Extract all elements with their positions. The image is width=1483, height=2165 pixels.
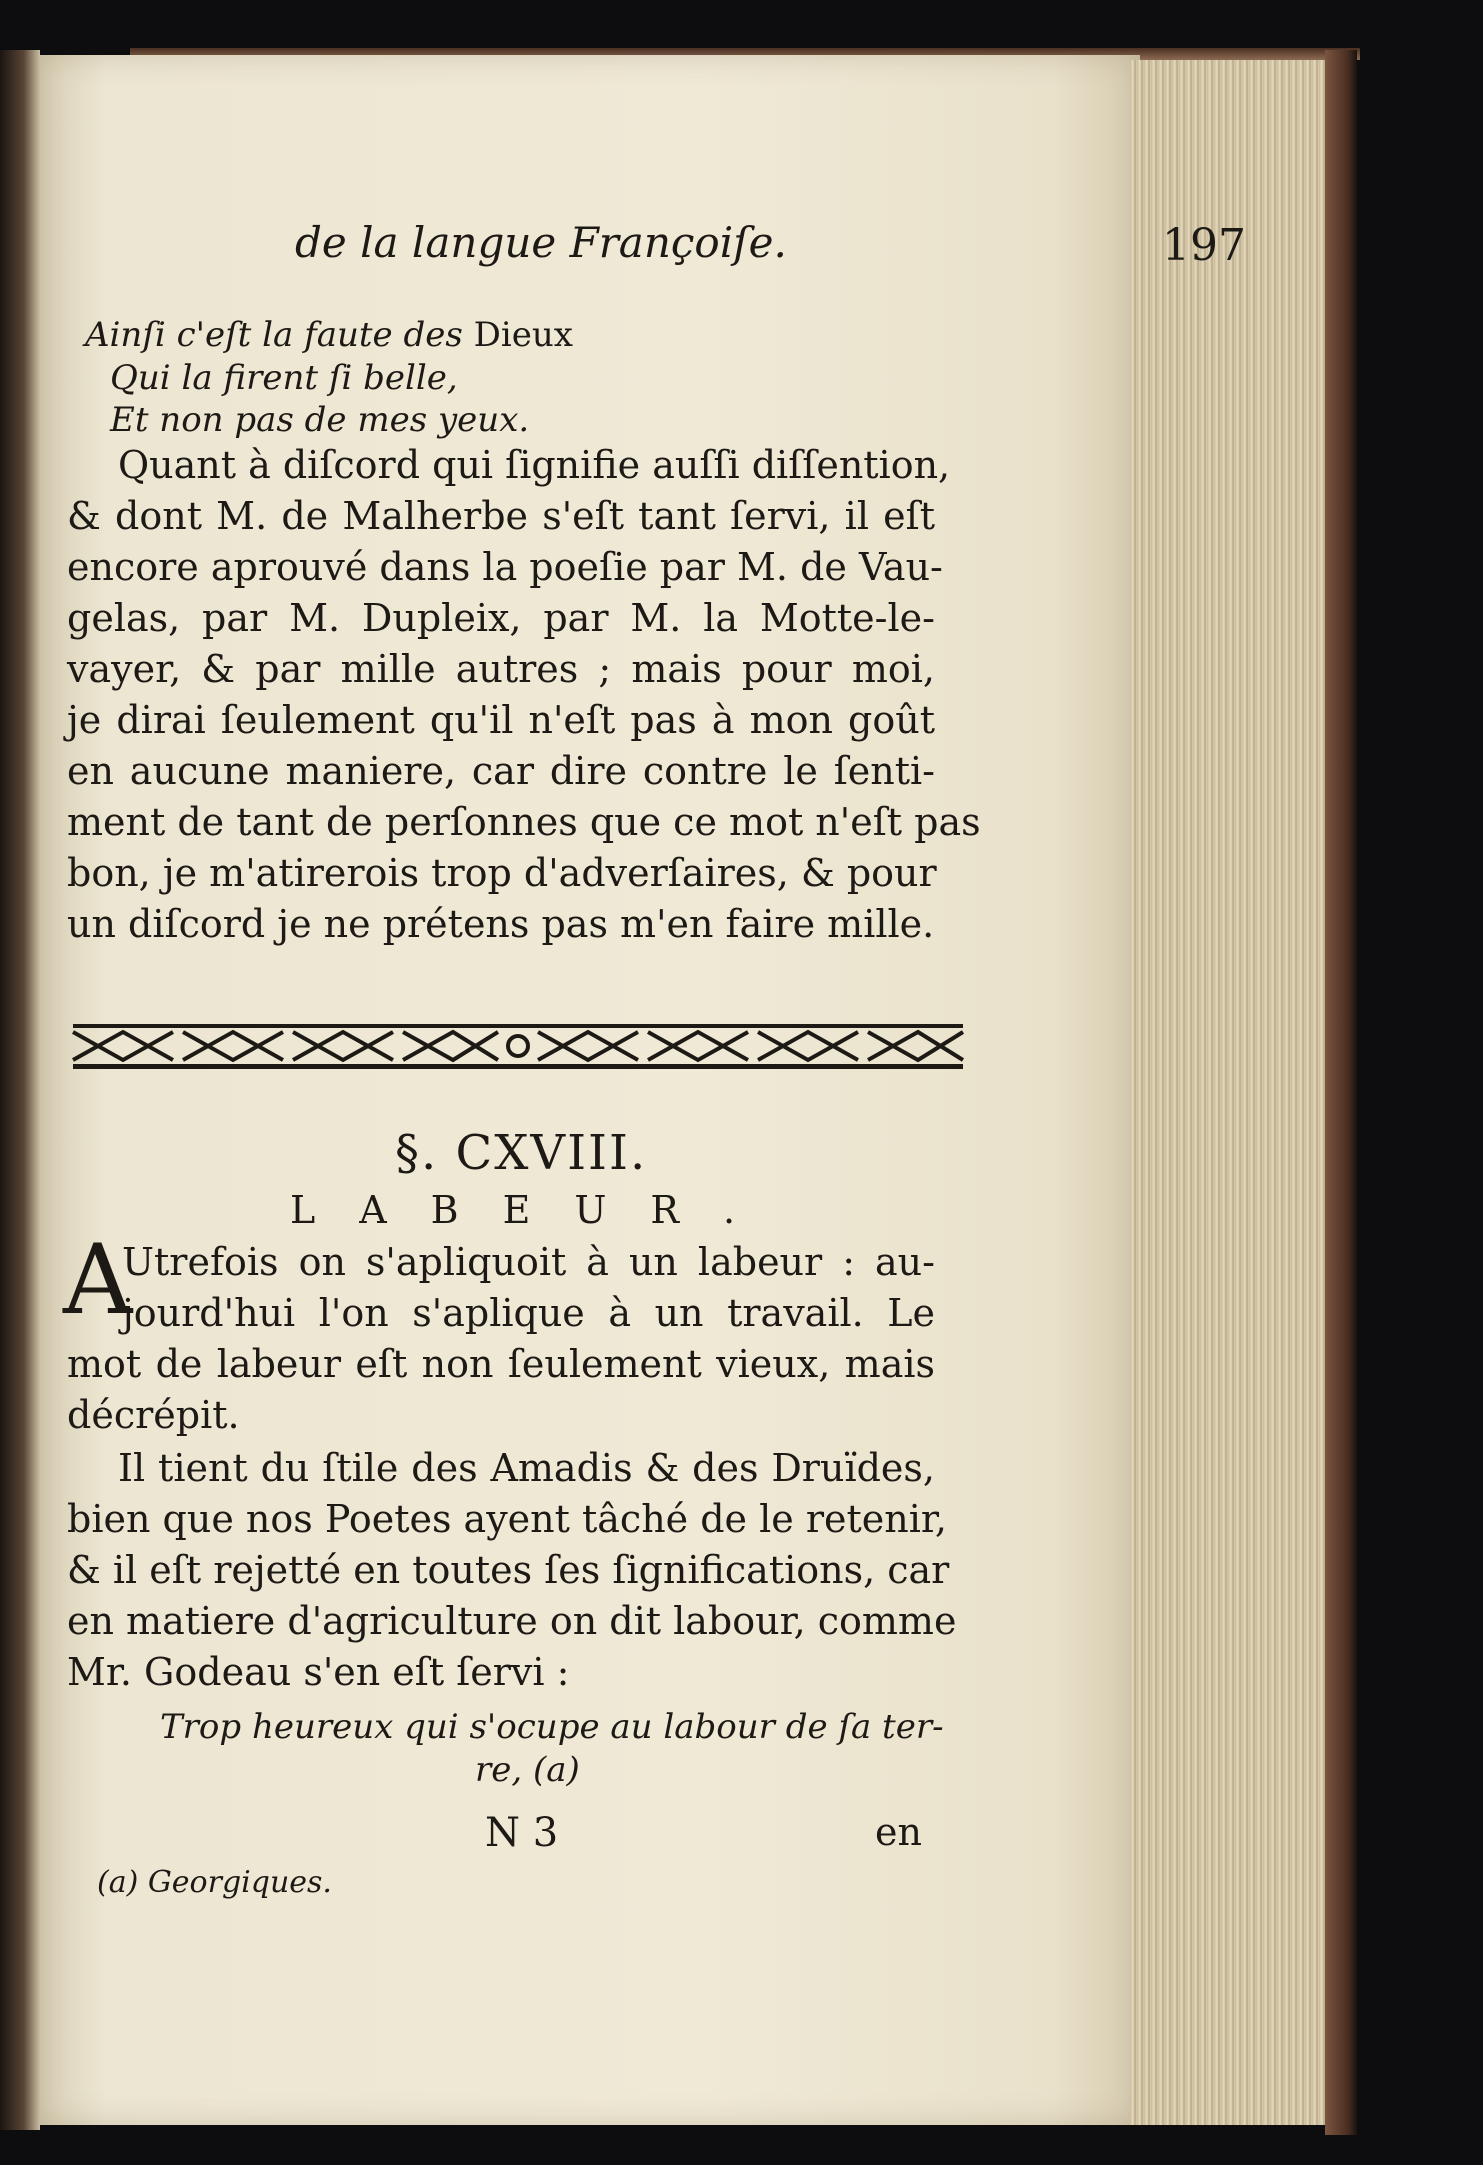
body-line: en matiere d'agriculture on dit labour, comme	[67, 1599, 957, 1643]
body-line: mot de labeur eſt non ſeulement vieux, mais	[67, 1342, 935, 1386]
drop-cap: A	[63, 1224, 133, 1336]
body-line: bien que nos Poetes ayent tâché de le retenir,	[67, 1497, 947, 1541]
body-line: bon, je m'atirerois trop d'adverſaires, & pour	[67, 851, 937, 895]
body-line: décrépit.	[67, 1393, 240, 1437]
body-line: & il eſt rejetté en toutes ſes ſignifications, car	[67, 1548, 950, 1592]
verse-line: re, (a)	[475, 1750, 580, 1790]
signature-mark: N 3	[485, 1810, 559, 1856]
body-line: gelas, par M. Dupleix, par M. la Motte-le-	[67, 596, 935, 640]
body-line: un diſcord je ne prétens pas m'en faire mille.	[67, 902, 935, 946]
body-line: en aucune maniere, car dire contre le ſenti-	[67, 749, 935, 793]
verse-line: Qui la firent ſi belle,	[110, 358, 458, 398]
body-line: Quant à diſcord qui ſignifie auſſi diſſention,	[118, 443, 951, 487]
ornament-band	[68, 1020, 968, 1072]
page-number: 197	[1162, 220, 1246, 271]
section-number: §. CXVIII.	[395, 1125, 648, 1181]
running-title: de la langue Françoiſe.	[295, 218, 787, 267]
body-line: encore aprouvé dans la poeſie par M. de Vau-	[67, 545, 943, 589]
body-line: & dont M. de Malherbe s'eſt tant ſervi, il eſt	[67, 494, 935, 538]
body-line: Utrefois on s'apliquoit à un labeur : au-	[122, 1240, 935, 1284]
catchword: en	[875, 1810, 922, 1854]
verse-line: Et non pas de mes yeux.	[110, 400, 530, 440]
body-line: vayer, & par mille autres ; mais pour moi,	[67, 647, 935, 691]
body-line: Il tient du ſtile des Amadis & des Druïdes,	[118, 1446, 935, 1490]
body-line: je dirai ſeulement qu'il n'eſt pas à mon goût	[67, 698, 935, 742]
section-title: LABEUR.	[290, 1188, 780, 1232]
footnote: (a) Georgiques.	[97, 1865, 332, 1900]
verse-text: Ainſi c'eſt la faute des	[85, 315, 474, 355]
verse-line	[85, 315, 573, 355]
body-line: ment de tant de perſonnes que ce mot n'eſt pas	[67, 800, 981, 844]
body-line: jourd'hui l'on s'aplique à un travail. Le	[122, 1291, 935, 1335]
verse-line: Trop heureux qui s'ocupe au labour de ſa ter-	[160, 1707, 944, 1747]
verse-text-roman: Dieux	[473, 315, 573, 355]
body-line: Mr. Godeau s'en eſt ſervi :	[67, 1650, 570, 1694]
